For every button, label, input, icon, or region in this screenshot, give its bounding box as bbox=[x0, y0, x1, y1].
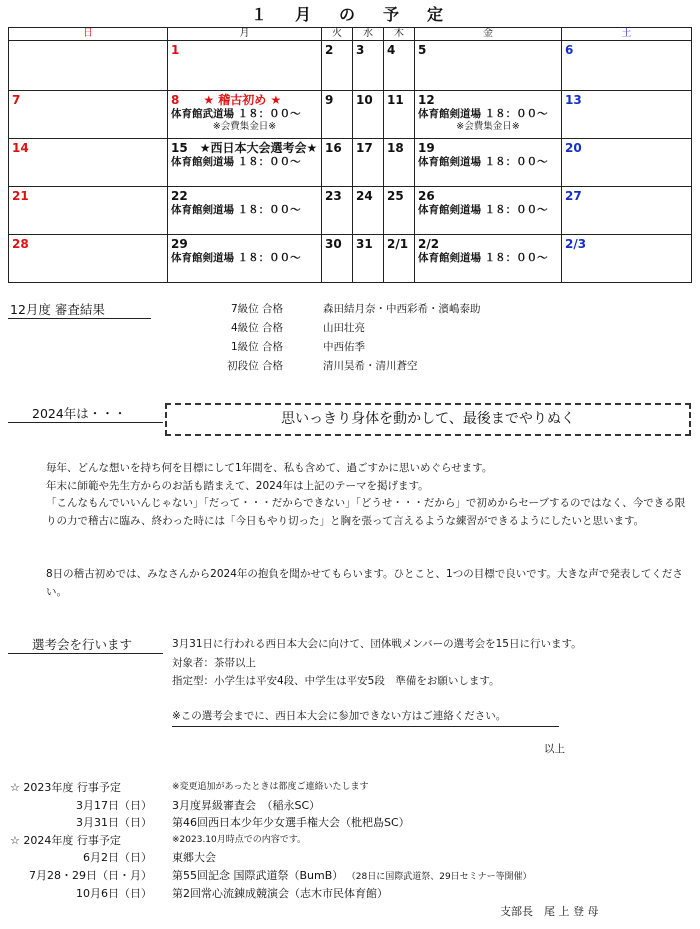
calendar-week-row bbox=[9, 139, 692, 187]
selection-line: 対象者：茶帯以上 bbox=[172, 657, 256, 669]
day-number: 2/3 bbox=[565, 237, 587, 251]
event-name: 東郷大会 bbox=[172, 851, 216, 864]
schedule-2024-note: ※2023.10月時点での内容です。 bbox=[172, 835, 307, 845]
day-number: 31 bbox=[356, 237, 373, 251]
day-number: 12 bbox=[418, 93, 435, 107]
day-number: 21 bbox=[12, 189, 29, 203]
calendar-week-row bbox=[9, 187, 692, 235]
calendar-day-cell bbox=[415, 41, 562, 91]
day-number: 7 bbox=[12, 93, 21, 107]
paragraph-line: 毎年、どんな想いを持ち何を目標にして1年間を、私も含めて、過ごすかに思いめぐらせます。 bbox=[46, 462, 493, 474]
calendar-day-cell bbox=[562, 91, 692, 139]
calendar-day-cell bbox=[415, 91, 562, 139]
day-number: 2 bbox=[325, 43, 334, 57]
day-number: 17 bbox=[356, 141, 373, 155]
exam-names: 森田結月奈・中西彩希・濱嶋泰助 bbox=[323, 303, 481, 315]
calendar-day-cell bbox=[353, 41, 384, 91]
calendar-day-cell bbox=[322, 139, 353, 187]
exam-results-heading-text: 12月度 審査結果 bbox=[10, 302, 105, 317]
calendar-day-cell bbox=[415, 235, 562, 283]
page-title: １ 月 の 予 定 bbox=[250, 5, 449, 24]
calendar-day-cell bbox=[562, 187, 692, 235]
day-header-mon: 月 bbox=[168, 28, 322, 41]
calendar-day-cell bbox=[9, 187, 168, 235]
calendar-day-cell bbox=[562, 235, 692, 283]
practice-time: 体育館剣道場 １８：００～ bbox=[418, 108, 548, 120]
calendar-day-cell bbox=[353, 235, 384, 283]
day-number: 16 bbox=[325, 141, 342, 155]
day-header-fri: 金 bbox=[415, 28, 562, 41]
exam-results-heading bbox=[8, 300, 151, 319]
calendar-week-row bbox=[9, 235, 692, 283]
calendar-day-cell bbox=[322, 91, 353, 139]
theme-paragraph bbox=[46, 460, 686, 530]
event-detail: （28日に国際武道祭、29日セミナー等開催） bbox=[346, 872, 532, 882]
selection-line: 3月31日に行われる西日本大会に向けて、団体戦メンバーの選考会を15日に行います。 bbox=[172, 638, 582, 650]
day-header-sat: 土 bbox=[562, 28, 692, 41]
calendar-day-cell bbox=[168, 91, 322, 139]
theme-heading bbox=[8, 404, 163, 423]
january-calendar bbox=[8, 27, 692, 283]
event-title: 第55回記念 国際武道祭（BumB） bbox=[172, 869, 344, 882]
practice-time: 体育館剣道場 １８：００～ bbox=[418, 204, 548, 216]
calendar-day-cell bbox=[9, 235, 168, 283]
event-name bbox=[172, 867, 532, 886]
fee-collection-note: ※会費集金日※ bbox=[212, 121, 277, 132]
day-number: 14 bbox=[12, 141, 29, 155]
calendar-day-cell bbox=[168, 235, 322, 283]
schedule-2024-heading: ☆ 2024年度 行事予定 bbox=[10, 834, 121, 847]
selection-heading-text: 選考会を行います bbox=[32, 637, 133, 652]
calendar-day-cell bbox=[384, 91, 415, 139]
calendar-day-cell bbox=[168, 187, 322, 235]
day-number: 23 bbox=[325, 189, 342, 203]
day-number: 6 bbox=[565, 43, 574, 57]
event-name: 3月度昇級審査会 （稲永SC） bbox=[172, 799, 321, 812]
calendar-day-cell bbox=[322, 235, 353, 283]
calendar-day-cell bbox=[415, 139, 562, 187]
day-number: 20 bbox=[565, 141, 582, 155]
exam-grade: 初段位 合格 bbox=[227, 360, 283, 372]
event-date: 10月6日（日） bbox=[76, 887, 152, 900]
day-number: 5 bbox=[418, 43, 427, 57]
selection-note: ※この選考会までに、西日本大会に参加できない方はご連絡ください。 bbox=[172, 707, 559, 727]
day-number: 18 bbox=[387, 141, 404, 155]
calendar-day-cell bbox=[384, 139, 415, 187]
calendar-day-cell bbox=[9, 139, 168, 187]
calendar-day-cell bbox=[168, 139, 322, 187]
day-number: 15 ★西日本大会選考会★ bbox=[171, 141, 318, 155]
calendar-day-cell bbox=[168, 41, 322, 91]
exam-grade: 7級位 合格 bbox=[230, 303, 283, 315]
event-date: 7月28・29日（日・月） bbox=[29, 869, 152, 882]
day-number: 30 bbox=[325, 237, 342, 251]
exam-names: 山田壮亮 bbox=[323, 322, 365, 334]
exam-names: 清川昊希・清川蒼空 bbox=[323, 360, 418, 372]
day-number: 13 bbox=[565, 93, 582, 107]
paragraph-line: 年末に師範や先生方からのお話も踏まえて、2024年は上記のテーマを掲げます。 bbox=[46, 479, 429, 492]
practice-time: 体育館剣道場 １８：００～ bbox=[171, 156, 301, 168]
practice-time: 体育館剣道場 １８：００～ bbox=[171, 204, 301, 216]
day-number: 25 bbox=[387, 189, 404, 203]
day-number: 28 bbox=[12, 237, 29, 251]
day-number: 10 bbox=[356, 93, 373, 107]
fee-collection-note: ※会費集金日※ bbox=[456, 121, 520, 132]
day-number: 19 bbox=[418, 141, 435, 155]
calendar-day-cell bbox=[384, 41, 415, 91]
day-number: 9 bbox=[325, 93, 334, 107]
calendar-day-cell bbox=[384, 187, 415, 235]
greeting-paragraph: 8日の稽古初めでは、みなさんから2024年の抱負を聞かせてもらいます。ひとこと、1つの目標で良いです。大きな声で発表してください。 bbox=[46, 568, 683, 598]
event-date: 3月31日（日） bbox=[76, 816, 152, 829]
day-number: 11 bbox=[387, 93, 404, 107]
day-number: 24 bbox=[356, 189, 373, 203]
calendar-day-cell bbox=[353, 91, 384, 139]
practice-time: 体育館剣道場 １８：００～ bbox=[418, 156, 548, 168]
calendar-day-cell bbox=[9, 91, 168, 139]
closing-text: 以上 bbox=[544, 743, 565, 755]
theme-heading-text: 2024年は・・・ bbox=[32, 406, 127, 421]
selection-line: 指定型：小学生は平安4段、中学生は平安5段 準備をお願いします。 bbox=[172, 675, 500, 687]
event-date: 3月17日（日） bbox=[76, 799, 152, 812]
day-number: 27 bbox=[565, 189, 582, 203]
paragraph-line: 「こんなもんでいいんじゃない」「だって・・・だからできない」「どうせ・・・だから」で初めからセーブするのではなく、今できる限りの力で稽古に臨み、終わった時には「今日もやり切った」と胸を張って言えるような練習ができるようにしたいと思います。 bbox=[46, 497, 686, 527]
event-name: 第2回常心流錬成競演会（志木市民体育館） bbox=[172, 887, 388, 900]
exam-names: 中西佑季 bbox=[323, 341, 365, 353]
day-number: 22 bbox=[171, 189, 188, 203]
signature: 支部長 尾 上 登 母 bbox=[500, 905, 599, 918]
day-header-tue: 火 bbox=[322, 28, 353, 41]
calendar-day-cell bbox=[353, 187, 384, 235]
practice-time: 体育館武道場 １８：００～ bbox=[171, 108, 301, 120]
calendar-day-cell bbox=[562, 41, 692, 91]
calendar-day-cell bbox=[562, 139, 692, 187]
calendar-day-cell bbox=[322, 187, 353, 235]
calendar-week-row bbox=[9, 91, 692, 139]
schedule-2023-note: ※変更追加があったときは都度ご連絡いたします bbox=[172, 782, 369, 792]
day-number: 26 bbox=[418, 189, 435, 203]
day-number: 1 bbox=[171, 43, 180, 57]
day-number: 8 ★ 稽古初め ★ bbox=[171, 93, 282, 107]
day-number: 2/2 bbox=[418, 237, 440, 251]
calendar-header-row bbox=[9, 28, 692, 41]
event-name: 第46回西日本少年少女選手権大会（枇杷島SC） bbox=[172, 816, 410, 829]
calendar-day-cell bbox=[353, 139, 384, 187]
theme-motto-box: 思いっきり身体を動かして、最後までやりぬく bbox=[165, 403, 691, 436]
practice-time: 体育館剣道場 １８：００～ bbox=[171, 252, 301, 264]
schedule-2023-heading: ☆ 2023年度 行事予定 bbox=[10, 781, 121, 794]
day-header-sun: 日 bbox=[9, 28, 168, 41]
calendar-week-row bbox=[9, 41, 692, 91]
exam-grade: 1級位 合格 bbox=[230, 341, 283, 353]
day-number: 4 bbox=[387, 43, 396, 57]
event-date: 6月2日（日） bbox=[83, 851, 152, 864]
day-header-wed: 水 bbox=[353, 28, 384, 41]
exam-grade: 4級位 合格 bbox=[230, 322, 283, 334]
calendar-day-cell bbox=[9, 41, 168, 91]
calendar-day-cell bbox=[322, 41, 353, 91]
day-number: 2/1 bbox=[387, 237, 409, 251]
day-header-thu: 木 bbox=[384, 28, 415, 41]
selection-heading bbox=[8, 635, 163, 654]
practice-time: 体育館剣道場 １８：００～ bbox=[418, 252, 548, 264]
calendar-day-cell bbox=[415, 187, 562, 235]
day-number: 3 bbox=[356, 43, 365, 57]
day-number: 29 bbox=[171, 237, 188, 251]
calendar-day-cell bbox=[384, 235, 415, 283]
